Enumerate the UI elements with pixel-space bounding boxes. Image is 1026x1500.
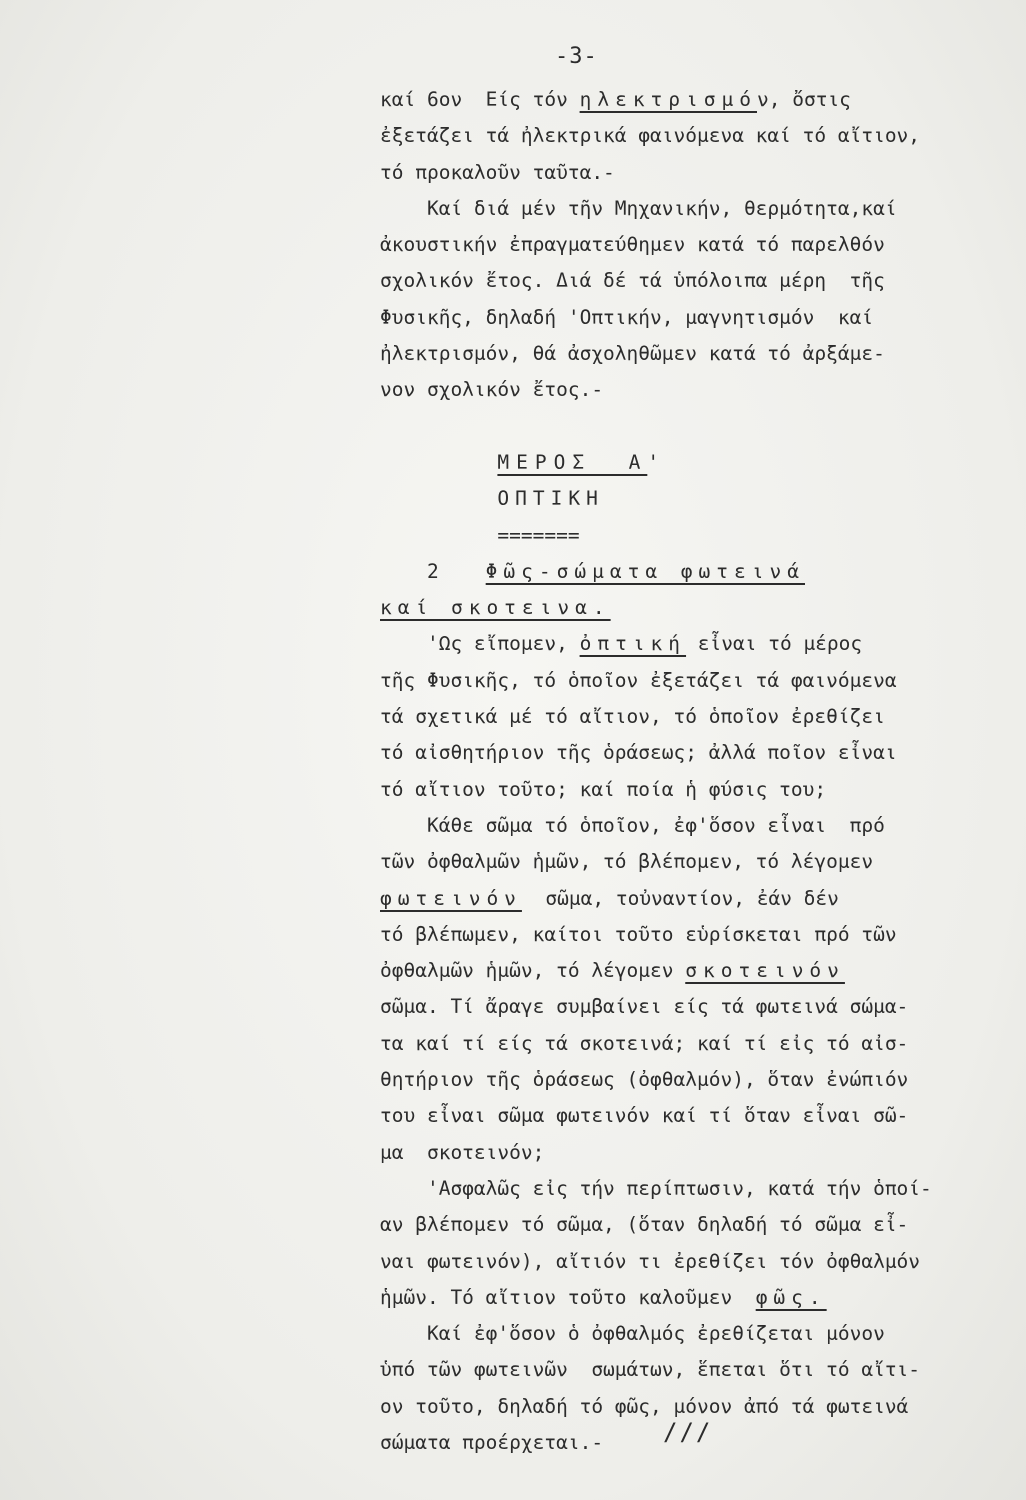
text-run: Καί ἐφ'ὅσον ὁ ὀφθαλμός ἐρεθίζεται μόνον <box>380 1322 885 1346</box>
text-line <box>380 82 980 118</box>
text-run: ν, ὄστις <box>757 88 851 111</box>
text-run: Καί διά μέν τῆν Μηχανικήν, θερμότητα,καί <box>380 196 897 220</box>
text-run: 2 <box>380 559 486 583</box>
text-line <box>380 1171 980 1207</box>
text-run: ἀκουστικήν ἐπραγματεύθημεν κατά τό παρελθόν <box>380 233 885 257</box>
text-line <box>380 409 980 445</box>
text-run: τῆς Φυσικῆς, τό ὁποῖον ἐξετάζει τά φαινόμενα <box>380 668 897 692</box>
text-run: σχολικόν ἔτος. Διά δέ τά ὑπόλοιπα μέρη τῆς <box>380 269 885 293</box>
end-mark: /// <box>663 1418 713 1446</box>
underlined-term: καί σκοτεινα. <box>380 596 611 620</box>
text-line <box>380 735 980 771</box>
text-run: ὀφθαλμῶν ἡμῶν, τό λέγομεν <box>380 959 686 983</box>
text-line <box>380 1352 980 1388</box>
text-run: ον τοῦτο, δηλαδή τό φῶς, μόνον ἀπό τά φωτεινά <box>380 1394 909 1418</box>
text-line <box>380 554 980 590</box>
text-line <box>380 663 980 699</box>
underlined-term: φῶς. <box>755 1285 827 1309</box>
text-line <box>380 1207 980 1243</box>
text-run: τό βλέπωμεν, καίτοι τοῦτο εὑρίσκεται πρό τῶν <box>380 922 897 946</box>
text-run: τα καί τί είς τά σκοτεινά; καί τί εἰς τό αἰσ- <box>380 1031 909 1055</box>
text-run: Κάθε σῶμα τό ὁποῖον, ἐφ'ὅσον εἶναι πρό <box>380 813 885 837</box>
underlined-term: ΜΕΡΟΣ Α <box>497 450 648 474</box>
text-run: ======= <box>380 523 580 547</box>
text-line <box>380 1316 980 1352</box>
text-run: καί 6ον Είς τόν <box>380 88 580 111</box>
text-line <box>380 1280 980 1316</box>
text-run: τό αἴτιον τοῦτο; καί ποία ἡ φύσις του; <box>380 777 827 801</box>
text-line <box>380 336 980 372</box>
text-run: αν βλέπομεν τό σῶμα, (ὅταν δηλαδή τό σῶμα εἶ- <box>380 1213 909 1237</box>
text-line <box>380 227 980 263</box>
document-body <box>380 82 980 1461</box>
underlined-term: ηλεκτρισμό <box>579 88 757 111</box>
text-run: ΟΠΤΙΚΗ <box>497 487 604 511</box>
underlined-term: Φῶς-σώματα φωτεινά <box>485 559 805 583</box>
text-line <box>380 917 980 953</box>
text-run: Φυσικῆς, δηλαδή 'Οπτικήν, μαγνητισμόν καί <box>380 305 874 329</box>
text-run: ἐξετάζει τά ἠλεκτρικά φαινόμενα καί τό αἴτιον, <box>380 124 921 148</box>
text-line <box>380 191 980 227</box>
text-line <box>380 118 980 154</box>
text-run: 'Ως εἴπομεν, <box>380 632 580 656</box>
text-run: εἶναι τό μέρος <box>686 632 863 656</box>
text-line <box>380 590 980 626</box>
text-line <box>380 445 980 481</box>
text-line <box>380 155 980 191</box>
text-run: ὑπό τῶν φωτεινῶν σωμάτων, ἕπεται ὅτι τό αἴτι- <box>380 1358 921 1382</box>
page-number: -3- <box>555 44 598 69</box>
text-run: ' <box>647 450 660 474</box>
text-line <box>380 772 980 808</box>
underlined-term: ὀπτική <box>579 632 687 656</box>
text-line <box>380 808 980 844</box>
text-run: τό αἰσθητήριον τῆς ὁράσεως; ἀλλά ποῖον εἶναι <box>380 741 897 765</box>
text-run: τῶν ὀφθαλμῶν ἡμῶν, τό βλέπομεν, τό λέγομεν <box>380 850 874 874</box>
text-run: 'Ασφαλῶς εἰς τήν περίπτωσιν, κατά τήν ὁποί- <box>380 1176 932 1200</box>
text-line <box>380 1098 980 1134</box>
text-run: νον σχολικόν ἔτος.- <box>380 378 604 402</box>
text-run <box>380 451 497 474</box>
text-run: σῶμα. Τί ἄραγε συμβαίνει είς τά φωτεινά σώμα- <box>380 995 909 1019</box>
text-line <box>380 989 980 1025</box>
underlined-term: φωτεινόν <box>380 886 522 910</box>
text-line <box>380 1062 980 1098</box>
text-run: ἡμῶν. Τό αἴτιον τοῦτο καλοῦμεν <box>380 1285 756 1309</box>
text-line <box>380 699 980 735</box>
text-run: τό προκαλοῦν ταῦτα.- <box>380 160 615 184</box>
text-line <box>380 481 980 517</box>
text-line <box>380 300 980 336</box>
text-line <box>380 263 980 299</box>
text-line <box>380 844 980 880</box>
text-run: του εἶναι σῶμα φωτεινόν καί τί ὅταν εἶναι σῶ- <box>380 1104 909 1128</box>
text-run: ἠλεκτρισμόν, θά ἀσχοληθῶμεν κατά τό ἀρξάμε- <box>380 342 885 366</box>
text-line <box>380 372 980 408</box>
text-line <box>380 1026 980 1062</box>
underlined-term: σκοτεινόν <box>685 959 845 983</box>
text-line <box>380 953 980 989</box>
text-run: σώματα προέρχεται.- <box>380 1430 604 1454</box>
text-run <box>380 487 497 510</box>
text-line <box>380 881 980 917</box>
text-line <box>380 626 980 662</box>
text-line <box>380 1244 980 1280</box>
text-run: τά σχετικά μέ τό αἴτιον, τό ὁποῖον ἐρεθίζει <box>380 705 885 729</box>
text-run: σῶμα, τοὐναντίον, ἐάν δέν <box>521 886 839 910</box>
text-line <box>380 1135 980 1171</box>
text-run: μα σκοτεινόν; <box>380 1140 545 1164</box>
text-run: θητήριον τῆς ὁράσεως (ὀφθαλμόν), ὅταν ἐνώπιόν <box>380 1068 909 1092</box>
text-run: ναι φωτεινόν), αἴτιόν τι ἐρεθίζει τόν ὀφθαλμόν <box>380 1249 921 1273</box>
text-line <box>380 518 980 554</box>
